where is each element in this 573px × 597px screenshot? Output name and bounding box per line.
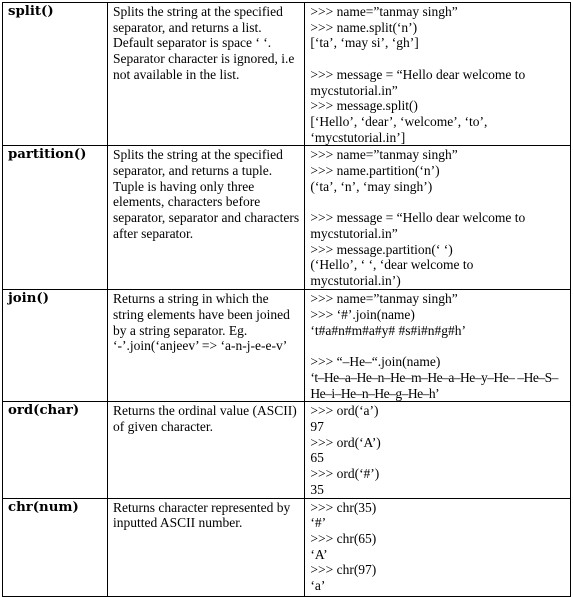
example-line: ‘t–He–a–He–n–He–m–He–a–He–y–He– –He–S–He–i–He–n–He–g–He–h’ [310,369,558,401]
function-description: Returns the ordinal value (ASCII) of given character. [112,403,297,435]
function-name-cell [3,3,108,146]
example-cell [305,290,571,402]
example-spacer [310,51,566,67]
function-name-cell [3,146,108,290]
example-line: >>> message = “Hello dear welcome to mycstutorial.in” [310,66,529,98]
description-cell [107,146,304,290]
example-line: ‘a’ [310,578,326,594]
description-cell [107,290,304,402]
function-name: partition() [8,147,87,163]
example-line: >>> chr(97) [310,562,377,578]
example-cell [305,498,571,596]
example-line: [‘ta’, ‘may si’, ‘gh’] [310,35,419,51]
example-line: ‘t#a#n#m#a#y# #s#i#n#g#h’ [310,322,466,338]
table-row [3,498,571,596]
table-row [3,3,571,146]
function-name: ord(char) [8,403,80,419]
example-line: 35 [310,481,324,497]
example-line: (‘ta’, ‘n’, ‘may singh’) [310,178,433,194]
example-spacer [310,194,566,210]
example-line: >>> ord(‘A’) [310,434,381,450]
function-name-cell [3,498,108,596]
example-line: >>> name.partition(‘n’) [310,163,440,179]
example-line: >>> message = “Hello dear welcome to mycstutorial.in” [310,210,529,241]
example-cell [305,146,571,290]
example-line: >>> name=”tanmay singh” [310,147,458,163]
example-line: >>> chr(35) [310,499,377,515]
example-line: (‘Hello’, ‘ ‘, ‘dear welcome to mycstutorial.in’) [310,257,477,288]
example-cell [305,3,571,146]
table-body [3,3,571,597]
example-line: ‘#’ [310,515,327,531]
function-name: split() [8,4,54,19]
description-cell [107,3,304,146]
function-name-cell [3,290,108,402]
example-line: >>> name=”tanmay singh” [310,291,458,307]
example-line: >>> message.split() [310,98,418,114]
example-line: 97 [310,419,324,435]
example-cell [305,402,571,498]
example-line: ‘A’ [310,546,328,562]
example-line: >>> ‘#’.join(name) [310,307,415,323]
function-description: Splits the string at the specified separator, and returns a tuple. Tuple is having only three elements, characters before separator, separator and characters after separator. [112,147,300,241]
function-name-cell [3,402,108,498]
description-cell [107,402,304,498]
example-line: >>> ord(‘a’) [310,403,379,419]
function-description: Splits the string at the specified separator, and returns a list. Default separator is space ‘ ‘. Separator character is ignored, i.e not available in the list. [112,4,295,82]
table-row [3,146,571,290]
function-description: Returns character represented by inputted ASCII number. [112,499,291,531]
example-line: [‘Hello’, ‘dear’, ‘welcome’, ‘to’, ‘mycstutorial.in’] [310,113,491,145]
example-line: >>> message.partition(‘ ‘) [310,241,453,257]
example-line: >>> name.split(‘n’) [310,19,418,35]
function-name: chr(num) [8,499,79,515]
string-functions-table [2,2,571,597]
function-description: Returns a string in which the string elements have been joined by a string separator. Eg. ‘-’.join(‘anjeev’ => ‘a-n-j-e-e-v’ [112,291,290,354]
example-line: >>> chr(65) [310,530,377,546]
table-row [3,402,571,498]
example-line: 65 [310,450,324,466]
example-line: >>> name=”tanmay singh” [310,4,458,19]
table-row [3,290,571,402]
example-spacer [310,338,566,354]
function-name: join() [8,291,49,307]
description-cell [107,498,304,596]
example-line: >>> ord(‘#’) [310,466,380,482]
example-line: >>> “–He–“.join(name) [310,354,441,370]
